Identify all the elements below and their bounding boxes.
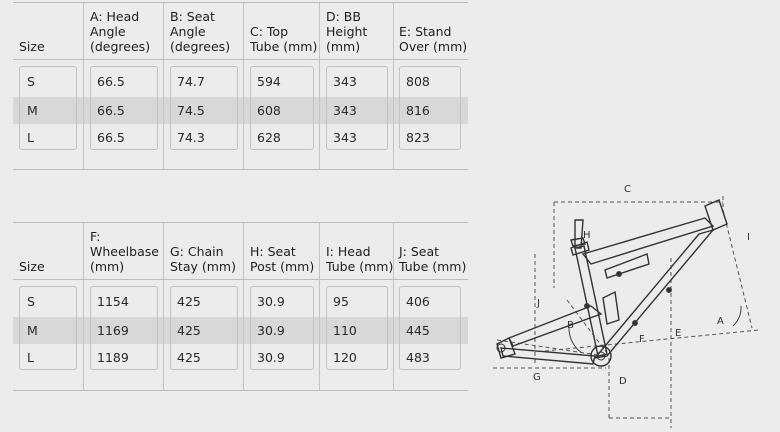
column-divider	[319, 223, 320, 279]
bb-height-cell: 343	[333, 74, 357, 89]
pivot-bolt	[633, 321, 638, 326]
column-header-wheelbase: F: Wheelbase (mm)	[90, 229, 159, 274]
column-divider	[243, 223, 244, 279]
size-cell: S	[27, 74, 35, 89]
table-header	[13, 223, 468, 280]
column-header-size: Size	[19, 39, 45, 54]
seat-tube-cell: 445	[406, 323, 430, 338]
dimension-label-g: G	[533, 372, 541, 383]
seat-angle-cell: 74.5	[177, 103, 205, 118]
wheelbase-cell: 1154	[97, 294, 129, 309]
wheelbase-cell: 1169	[97, 323, 129, 338]
column-divider	[83, 3, 84, 59]
seat-post-cell: 30.9	[257, 323, 285, 338]
dimension-label-i: I	[747, 232, 750, 243]
dimension-label-a: A	[717, 316, 724, 327]
column-header-top-tube: C: Top Tube (mm)	[250, 24, 318, 54]
size-cell: M	[27, 323, 38, 338]
column-header-seat-tube: J: Seat Tube (mm)	[399, 244, 467, 274]
column-header-seat-post: H: Seat Post (mm)	[250, 244, 315, 274]
size-cell: M	[27, 103, 38, 118]
size-cell: L	[27, 130, 34, 145]
dimension-label-f: F	[639, 334, 645, 345]
top-tube-cell: 594	[257, 74, 281, 89]
head-angle-cell: 66.5	[97, 74, 125, 89]
chain-stay-cell: 425	[177, 323, 201, 338]
table-row	[13, 288, 468, 315]
pivot-bolt	[585, 304, 590, 309]
table-row	[13, 68, 468, 95]
top-tube-cell: 608	[257, 103, 281, 118]
seat-post-cell: 30.9	[257, 294, 285, 309]
seat-tube-cell: 483	[406, 350, 430, 365]
column-header-seat-angle: B: Seat Angle (degrees)	[170, 9, 231, 54]
column-header-bb-height: D: BB Height (mm)	[326, 9, 368, 54]
table-header	[13, 3, 468, 60]
chain-stay-cell: 425	[177, 350, 201, 365]
column-header-size: Size	[19, 259, 45, 274]
size-cell: L	[27, 350, 34, 365]
head-tube-cell: 95	[333, 294, 349, 309]
column-header-chain-stay: G: Chain Stay (mm)	[170, 244, 236, 274]
size-cell: S	[27, 294, 35, 309]
frame-geometry-diagram	[487, 178, 780, 432]
dimension-label-j: J	[537, 298, 540, 309]
column-divider	[393, 3, 394, 59]
geometry-table-angles	[13, 2, 468, 170]
stand-over-cell: 808	[406, 74, 430, 89]
table-row	[13, 344, 468, 371]
seat-angle-cell: 74.3	[177, 130, 205, 145]
column-header-head-angle: A: Head Angle (degrees)	[90, 9, 151, 54]
dimension-label-c: C	[624, 184, 631, 195]
column-divider	[163, 223, 164, 279]
column-divider	[83, 223, 84, 279]
bb-height-cell: 343	[333, 130, 357, 145]
seat-angle-cell: 74.7	[177, 74, 205, 89]
table-body	[13, 60, 468, 169]
column-header-stand-over: E: Stand Over (mm)	[399, 24, 468, 54]
table-row	[13, 124, 468, 151]
table-body	[13, 280, 468, 390]
pivot-bolt	[617, 272, 622, 277]
stand-over-cell: 823	[406, 130, 430, 145]
seat-post-cell: 30.9	[257, 350, 285, 365]
column-divider	[319, 3, 320, 59]
head-angle-cell: 66.5	[97, 130, 125, 145]
chain-stay-cell: 425	[177, 294, 201, 309]
column-header-head-tube: I: Head Tube (mm)	[326, 244, 394, 274]
column-divider	[163, 3, 164, 59]
dimension-lines	[493, 196, 759, 428]
stand-over-cell: 816	[406, 103, 430, 118]
dimension-label-b: B	[567, 320, 574, 331]
table-row	[13, 317, 468, 344]
seat-tube-cell: 406	[406, 294, 430, 309]
dimension-label-h: H	[583, 230, 591, 241]
pivot-bolt	[667, 288, 672, 293]
bb-height-cell: 343	[333, 103, 357, 118]
head-tube-cell: 110	[333, 323, 357, 338]
dimension-label-d: D	[619, 376, 627, 387]
wheelbase-cell: 1189	[97, 350, 129, 365]
seat-angle-arc	[569, 328, 582, 353]
head-tube-cell: 120	[333, 350, 357, 365]
head-angle-arc	[733, 306, 741, 326]
dimension-label-e: E	[675, 328, 682, 339]
table-row	[13, 97, 468, 124]
top-tube-cell: 628	[257, 130, 281, 145]
column-divider	[243, 3, 244, 59]
frame-outline	[497, 200, 727, 364]
geometry-table-lengths	[13, 222, 468, 391]
head-angle-cell: 66.5	[97, 103, 125, 118]
